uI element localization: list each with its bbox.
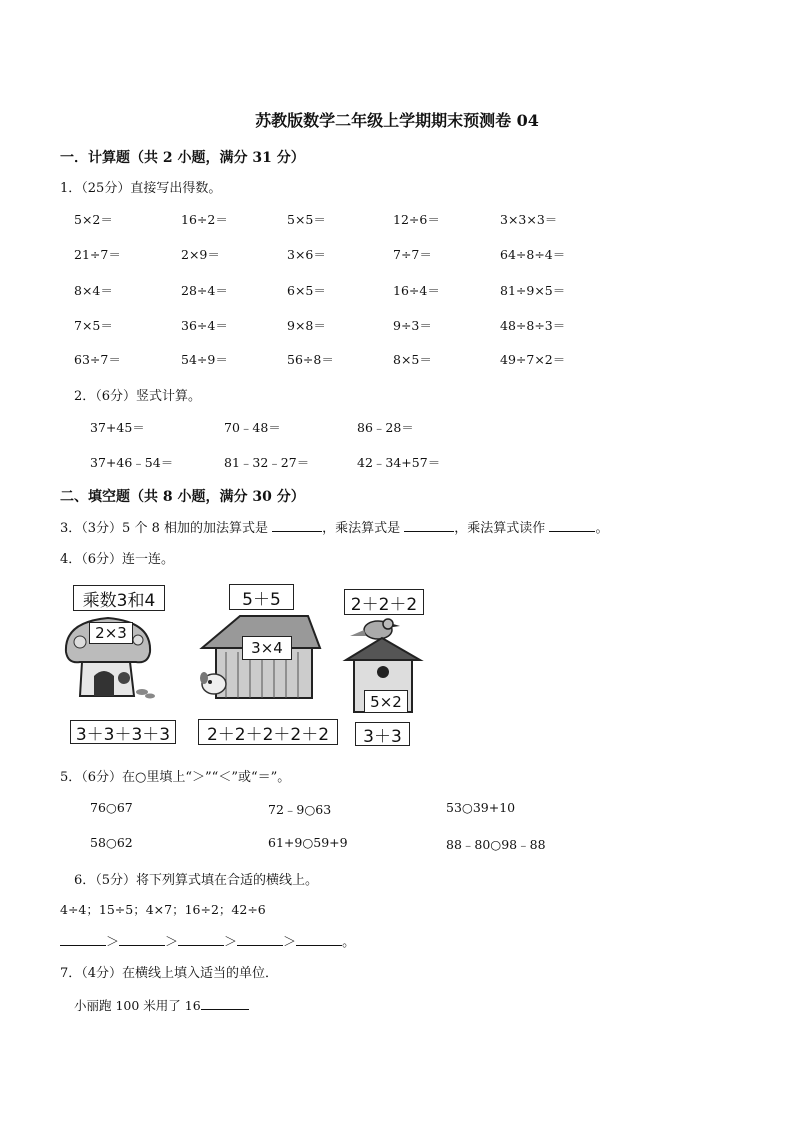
q6-blank[interactable] — [237, 933, 283, 946]
greater-than-sign: ＞ — [283, 935, 297, 950]
bottom-label-box[interactable]: 3＋3＋3＋3 — [70, 720, 176, 744]
q5-item[interactable]: 53○39+10 — [446, 800, 516, 815]
q1-item: 3×6＝ — [287, 247, 326, 262]
q1-item: 56÷8＝ — [287, 352, 334, 367]
bottom-label-box[interactable]: 2＋2＋2＋2＋2 — [198, 719, 338, 745]
q1-item: 21÷7＝ — [74, 247, 121, 262]
q5-item[interactable]: 61+9○59+9 — [268, 835, 348, 850]
q2-item: 86﹣28＝ — [357, 420, 414, 435]
q5-item[interactable]: 88﹣80○98﹣88 — [446, 837, 546, 852]
q6-blank[interactable] — [60, 933, 106, 946]
q1-item: 16÷4＝ — [393, 283, 440, 298]
q7-text: 小丽跑 100 米用了 16 — [74, 998, 201, 1013]
q6-end: 。 — [342, 935, 356, 950]
q1-item: 36÷4＝ — [181, 318, 228, 333]
page-title: 苏教版数学二年级上学期期末预测卷 04 — [255, 111, 539, 130]
house-label-box[interactable]: 2×3 — [89, 622, 133, 644]
top-label-box[interactable]: 2＋2＋2 — [344, 589, 424, 615]
bottom-label-box[interactable]: 3＋3 — [355, 722, 410, 746]
house-label-box[interactable]: 5×2 — [364, 690, 408, 713]
question-5-prompt: 5．（6分）在○里填上“＞”“＜”或“＝”。 — [60, 770, 291, 785]
question-2-prompt: 2．（6分）竖式计算。 — [74, 389, 202, 404]
q3-text: ，乘法算式是 — [322, 521, 401, 536]
q2-item: 70﹣48＝ — [224, 420, 281, 435]
q1-item: 49÷7×2＝ — [500, 352, 566, 367]
q3-text: 3．（3分）5 个 8 相加的加法算式是 — [60, 521, 268, 536]
q1-item: 8×5＝ — [393, 352, 432, 367]
house-label-box[interactable]: 3×4 — [242, 636, 292, 660]
q1-item: 16÷2＝ — [181, 212, 228, 227]
q1-item: 3×3×3＝ — [500, 212, 558, 227]
q3-text: 。 — [595, 521, 609, 536]
top-label-box[interactable]: 乘数3和4 — [73, 585, 165, 611]
q6-blank[interactable] — [119, 933, 165, 946]
q1-item: 5×2＝ — [74, 212, 113, 227]
q1-item: 7÷7＝ — [393, 247, 432, 262]
q6-blank[interactable] — [296, 933, 342, 946]
q2-item: 37+46﹣54＝ — [90, 455, 174, 470]
q2-item: 81﹣32﹣27＝ — [224, 455, 310, 470]
q1-item: 2×9＝ — [181, 247, 220, 262]
q1-item: 48÷8÷3＝ — [500, 318, 566, 333]
question-1-prompt: 1．（25分）直接写出得数。 — [60, 181, 222, 196]
q1-item: 54÷9＝ — [181, 352, 228, 367]
greater-than-sign: ＞ — [224, 935, 238, 950]
q5-item[interactable]: 58○62 — [90, 835, 133, 850]
greater-than-sign: ＞ — [106, 935, 120, 950]
question-3 — [60, 517, 608, 536]
q2-item: 37+45＝ — [90, 420, 145, 435]
question-6-prompt: 6．（5分）将下列算式填在合适的横线上。 — [74, 873, 319, 888]
q1-item: 8×4＝ — [74, 283, 113, 298]
question-7-prompt: 7．（4分）在横线上填入适当的单位． — [60, 966, 279, 981]
greater-than-sign: ＞ — [165, 935, 179, 950]
q1-item: 9÷3＝ — [393, 318, 432, 333]
q1-item: 7×5＝ — [74, 318, 113, 333]
q1-item: 28÷4＝ — [181, 283, 228, 298]
q6-answer-line — [60, 931, 355, 950]
q3-blank-1[interactable] — [272, 519, 322, 532]
q1-item: 5×5＝ — [287, 212, 326, 227]
section-heading-calc: 一．计算题（共 2 小题，满分 31 分） — [60, 150, 305, 166]
q7-blank[interactable] — [201, 997, 249, 1010]
q1-item: 63÷7＝ — [74, 352, 121, 367]
q1-item: 6×5＝ — [287, 283, 326, 298]
q3-blank-2[interactable] — [404, 519, 454, 532]
q3-text: ，乘法算式读作 — [454, 521, 546, 536]
q6-expressions: 4÷4；15÷5；4×7；16÷2；42÷6 — [60, 902, 266, 917]
q5-item[interactable]: 72﹣9○63 — [268, 802, 332, 817]
top-label-box[interactable]: 5＋5 — [229, 584, 294, 610]
q5-item[interactable]: 76○67 — [90, 800, 133, 815]
q2-item: 42﹣34+57＝ — [357, 455, 441, 470]
section-heading-fill: 二、填空题（共 8 小题，满分 30 分） — [60, 489, 305, 505]
q6-blank[interactable] — [178, 933, 224, 946]
q1-item: 9×8＝ — [287, 318, 326, 333]
q1-item: 64÷8÷4＝ — [500, 247, 566, 262]
q1-item: 81÷9×5＝ — [500, 283, 566, 298]
q1-item: 12÷6＝ — [393, 212, 440, 227]
q3-blank-3[interactable] — [549, 519, 595, 532]
question-4-prompt: 4．（6分）连一连。 — [60, 552, 175, 567]
q7-line — [74, 996, 249, 1014]
